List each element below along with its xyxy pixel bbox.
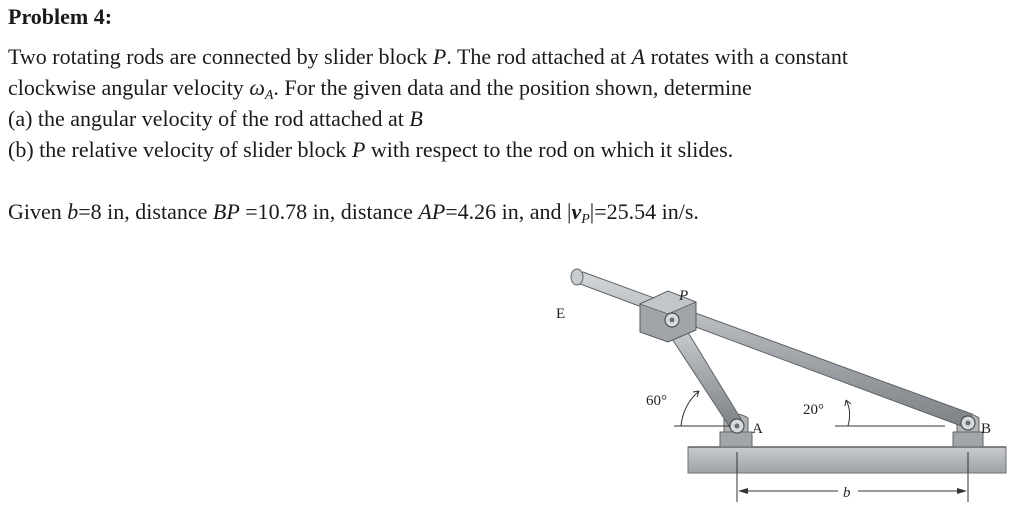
- text-segment: . For the given data and the position shown, determine: [273, 75, 752, 100]
- angle-arc-20: [846, 400, 850, 426]
- text-segment: |=25.54 in/s.: [589, 199, 699, 224]
- symbol-omega: ω: [249, 75, 265, 100]
- label-A: A: [752, 421, 763, 437]
- symbol-b: b: [67, 199, 79, 224]
- symbol-P: P: [432, 44, 447, 69]
- symbol-vP: v: [571, 199, 582, 224]
- text-segment: (b) the relative velocity of slider block: [8, 137, 352, 162]
- label-angle-20: 20°: [803, 402, 824, 418]
- text-segment: =10.78 in, distance: [239, 199, 419, 224]
- problem-title: Problem 4:: [8, 4, 113, 29]
- text-segment: =4.26 in, and |: [445, 199, 572, 224]
- text-segment: . The rod attached at: [446, 44, 632, 69]
- label-E: E: [556, 306, 566, 322]
- text-segment: Given: [8, 199, 68, 224]
- text-segment: rotates with a constant: [645, 44, 848, 69]
- pin-P-center: [670, 318, 675, 323]
- symbol-A: A: [631, 44, 646, 69]
- pin-B-center: [966, 421, 971, 426]
- ground-base: [688, 447, 1006, 473]
- text-segment: (a) the angular velocity of the rod attached at: [8, 106, 410, 131]
- label-B: B: [981, 421, 992, 437]
- text-segment: with respect to the rod on which it slides.: [365, 137, 734, 162]
- symbol-B: B: [409, 106, 423, 131]
- symbol-vP-subscript: P: [581, 212, 590, 227]
- label-angle-60: 60°: [646, 393, 667, 409]
- pin-A-center: [735, 424, 740, 429]
- text-segment: Two rotating rods are connected by slider block: [8, 44, 433, 69]
- dimension-b-arrow-left: [738, 488, 748, 494]
- rod-EB: [572, 272, 972, 427]
- text-segment: =8 in, distance: [78, 199, 213, 224]
- angle-arc-60: [681, 391, 699, 426]
- symbol-P: P: [351, 137, 366, 162]
- symbol-omega-subscript: A: [264, 88, 274, 103]
- dimension-b-arrow-right: [957, 488, 967, 494]
- label-P: P: [679, 288, 689, 304]
- text-segment: clockwise angular velocity: [8, 75, 250, 100]
- symbol-BP: BP: [212, 199, 240, 224]
- label-b: b: [843, 485, 851, 501]
- rod-E-end-cap: [571, 269, 583, 285]
- support-B-base: [953, 432, 983, 447]
- symbol-AP: AP: [418, 199, 446, 224]
- support-A-base: [720, 432, 752, 447]
